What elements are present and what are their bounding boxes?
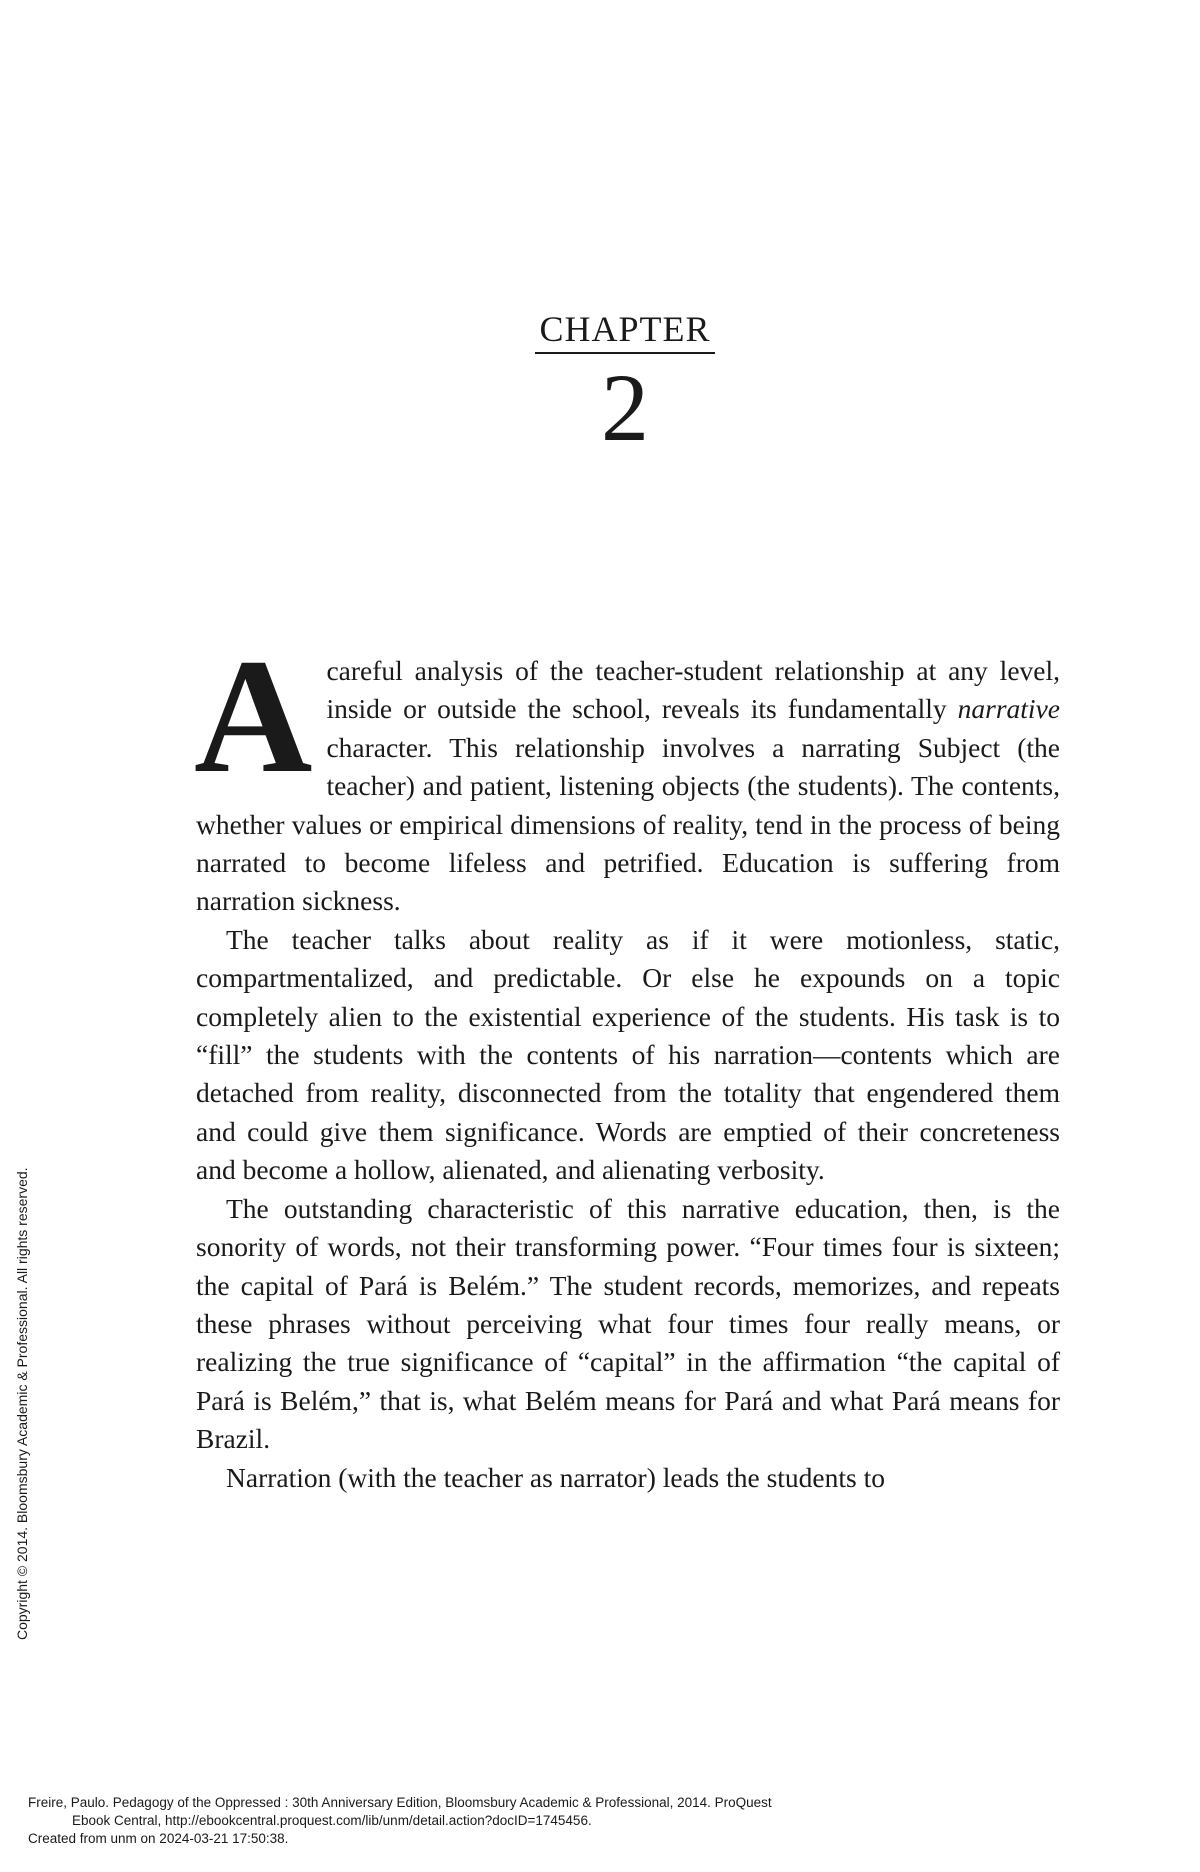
drop-cap: A [194, 626, 313, 807]
footer-line-1: Freire, Paulo. Pedagogy of the Oppressed : 30th Anniversary Edition, Bloomsbury Academic & Professional, 2014. ProQuest [28, 1795, 772, 1810]
footer-citation [28, 1794, 772, 1848]
paragraph-4: Narration (with the teacher as narrator) leads the students to [226, 1461, 885, 1493]
body-text [194, 626, 1060, 1497]
paragraph-3: The outstanding characteristic of this narrative education, then, is the sonority of words, not their transforming power. “Four times four is sixteen; the capital of Pará is Belém.” The student records, memorizes, and repeats these phrases without perceiving what four times four really means, or realizing the true significance of “capital” in the affirmation “the capital of Pará is Belém,” that is, what Belém means for Pará and what Pará means for Brazil. [196, 1192, 1060, 1455]
footer-line-3: Created from unm on 2024-03-21 17:50:38. [28, 1831, 289, 1846]
paragraph-2: The teacher talks about reality as if it were motionless, static, compartmentalized, and predictable. Or else he expounds on a topic completely alien to the existential experience of the students. His task is to “fill” the students with the contents of his narration—contents which are detached from reality, disconnected from the totality that engendered them and could give them significance. Words are emptied of their concreteness and become a hollow, alienated, and alienating verbosity. [196, 923, 1060, 1186]
chapter-number: 2 [601, 353, 649, 461]
paragraph-1-text-b: character. This relationship involves a narrating Subject (the teacher) and patient, listening objects (the students). The contents, whether values or empirical dimensions of reality, tend in the process of being narrated to become lifeless and petrified. Education is suffering from narration sickness. [196, 731, 1060, 917]
emphasis-narrative: narrative [957, 693, 1060, 725]
chapter-label: CHAPTER [535, 310, 714, 354]
side-copyright-notice: Copyright © 2014. Bloomsbury Academic & Professional. All rights reserved. [14, 1167, 30, 1640]
footer-line-2: Ebook Central, http://ebookcentral.proquest.com/lib/unm/detail.action?docID=1745456. [72, 1813, 592, 1828]
paragraph-1-text-a: careful analysis of the teacher-student relationship at any level, inside or outside the school, reveals its fundamentally [326, 655, 1060, 725]
paragraph-1 [194, 626, 1060, 921]
chapter-heading [0, 309, 1200, 461]
